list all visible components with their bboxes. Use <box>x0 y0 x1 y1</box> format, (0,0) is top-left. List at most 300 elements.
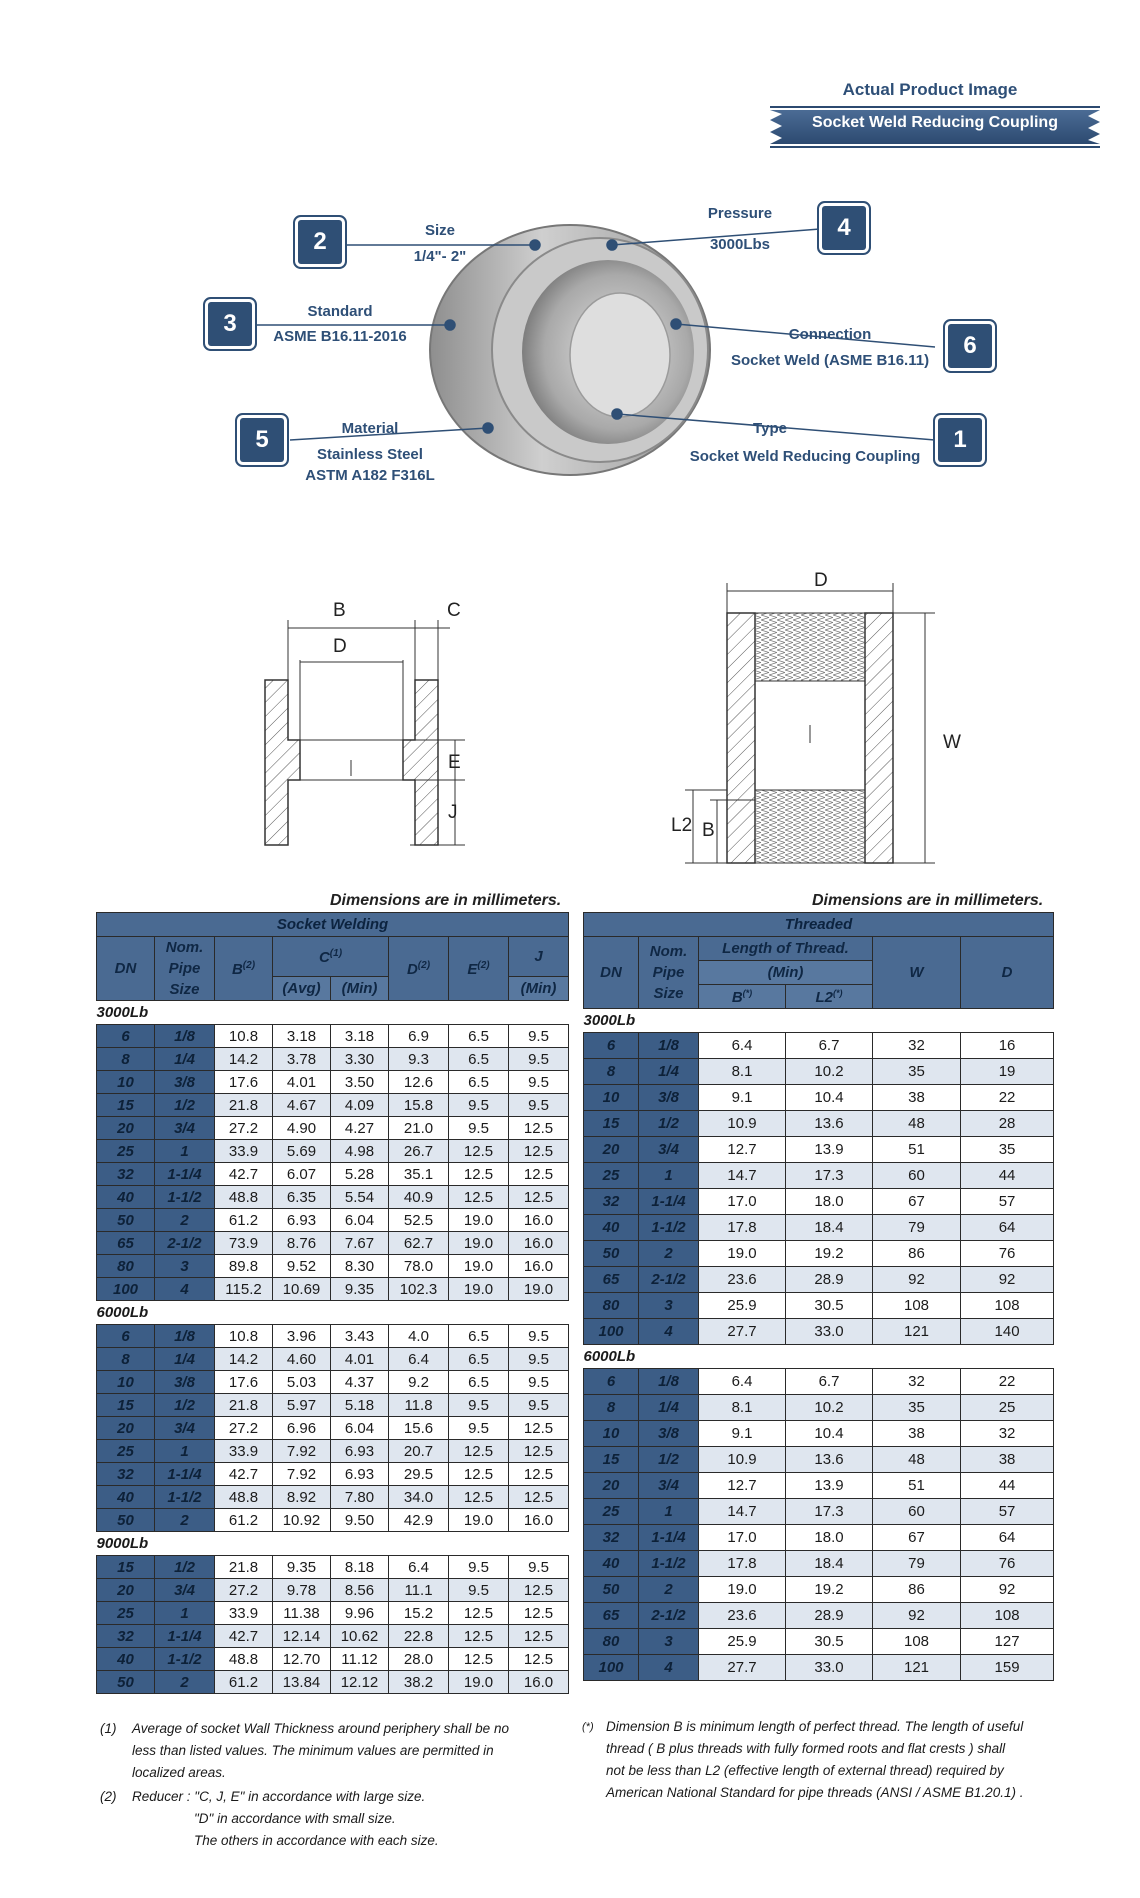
dn-cell: 40 <box>584 1551 639 1577</box>
nps-cell: 1-1/2 <box>155 1648 215 1671</box>
value-cell: 8.18 <box>331 1556 389 1579</box>
table-row <box>584 1655 1054 1681</box>
value-cell: 12.5 <box>509 1440 569 1463</box>
value-cell: 89.8 <box>215 1255 273 1278</box>
value-cell: 6.5 <box>449 1371 509 1394</box>
value-cell: 127 <box>961 1629 1054 1655</box>
value-cell: 6.4 <box>389 1556 449 1579</box>
value-cell: 21.8 <box>215 1556 273 1579</box>
value-cell: 35 <box>873 1059 961 1085</box>
table-row <box>584 1603 1054 1629</box>
value-cell: 7.67 <box>331 1232 389 1255</box>
value-cell: 8.76 <box>273 1232 331 1255</box>
value-cell: 9.5 <box>509 1556 569 1579</box>
col-c: $C^{(1)}$ <box>273 937 389 977</box>
dn-cell: 8 <box>584 1395 639 1421</box>
value-cell: 4.37 <box>331 1371 389 1394</box>
dn-cell: 80 <box>584 1293 639 1319</box>
nps-cell: 1/2 <box>639 1111 699 1137</box>
dn-cell: 50 <box>97 1671 155 1694</box>
dn-cell: 20 <box>97 1417 155 1440</box>
value-cell: 12.7 <box>699 1137 786 1163</box>
value-cell: 6.5 <box>449 1025 509 1048</box>
value-cell: 159 <box>961 1655 1054 1681</box>
nps-cell: 3/8 <box>639 1085 699 1111</box>
table-row <box>97 1671 569 1694</box>
value-cell: 11.8 <box>389 1394 449 1417</box>
socket-welding-table <box>96 912 569 1694</box>
dn-cell: 20 <box>584 1137 639 1163</box>
value-cell: 22.8 <box>389 1625 449 1648</box>
pressure-class-row <box>584 1345 1054 1369</box>
value-cell: 19.0 <box>699 1241 786 1267</box>
value-cell: 18.4 <box>786 1551 873 1577</box>
table-row <box>584 1163 1054 1189</box>
value-cell: 10.62 <box>331 1625 389 1648</box>
value-cell: 79 <box>873 1551 961 1577</box>
value-cell: 62.7 <box>389 1232 449 1255</box>
callout-badge-connection: 6 <box>948 324 992 368</box>
note-2-line: The others in accordance with each size. <box>194 1833 439 1848</box>
dn-cell: 15 <box>97 1094 155 1117</box>
value-cell: 25.9 <box>699 1293 786 1319</box>
notes-right <box>582 1716 1102 1804</box>
table-row <box>97 1648 569 1671</box>
dn-cell: 10 <box>584 1085 639 1111</box>
value-cell: 12.5 <box>449 1186 509 1209</box>
callout-standard-value: ASME B16.11-2016 <box>273 328 407 345</box>
value-cell: 14.2 <box>215 1348 273 1371</box>
value-cell: 9.5 <box>509 1371 569 1394</box>
value-cell: 108 <box>873 1629 961 1655</box>
table-row <box>584 1189 1054 1215</box>
value-cell: 33.9 <box>215 1602 273 1625</box>
dn-cell: 32 <box>97 1163 155 1186</box>
table-row <box>584 1033 1054 1059</box>
value-cell: 9.5 <box>449 1394 509 1417</box>
value-cell: 64 <box>961 1525 1054 1551</box>
col-c-avg: (Avg) <box>273 977 331 1001</box>
value-cell: 108 <box>961 1293 1054 1319</box>
pressure-class-label: 9000Lb <box>97 1532 569 1556</box>
value-cell: 4.09 <box>331 1094 389 1117</box>
value-cell: 33.9 <box>215 1140 273 1163</box>
note-star <box>582 1716 1102 1804</box>
value-cell: 42.9 <box>389 1509 449 1532</box>
dn-cell: 10 <box>97 1371 155 1394</box>
pressure-class-row <box>584 1009 1054 1033</box>
value-cell: 9.35 <box>273 1556 331 1579</box>
value-cell: 9.5 <box>509 1394 569 1417</box>
table-row <box>584 1215 1054 1241</box>
value-cell: 12.5 <box>509 1186 569 1209</box>
value-cell: 3.78 <box>273 1048 331 1071</box>
table-row <box>584 1629 1054 1655</box>
value-cell: 12.5 <box>509 1602 569 1625</box>
value-cell: 28.9 <box>786 1603 873 1629</box>
value-cell: 9.5 <box>449 1117 509 1140</box>
col-b: B(*) <box>699 985 786 1009</box>
value-cell: 33.9 <box>215 1440 273 1463</box>
nps-cell: 3/4 <box>639 1137 699 1163</box>
value-cell: 67 <box>873 1189 961 1215</box>
value-cell: 6.35 <box>273 1186 331 1209</box>
threaded-dim-d: D <box>814 570 828 591</box>
value-cell: 20.7 <box>389 1440 449 1463</box>
nps-cell: 4 <box>155 1278 215 1301</box>
value-cell: 5.28 <box>331 1163 389 1186</box>
nps-cell: 1/4 <box>639 1395 699 1421</box>
value-cell: 16.0 <box>509 1209 569 1232</box>
nps-cell: 1/8 <box>639 1369 699 1395</box>
value-cell: 21.8 <box>215 1394 273 1417</box>
value-cell: 92 <box>873 1603 961 1629</box>
value-cell: 7.92 <box>273 1440 331 1463</box>
dn-cell: 15 <box>584 1111 639 1137</box>
callout-size-value: 1/4"- 2" <box>413 248 467 265</box>
pressure-class-row <box>97 1532 569 1556</box>
dn-cell: 10 <box>584 1421 639 1447</box>
value-cell: 25 <box>961 1395 1054 1421</box>
col-e: $E^{(2)}$ <box>449 937 509 1001</box>
dn-cell: 50 <box>584 1577 639 1603</box>
dn-cell: 25 <box>584 1499 639 1525</box>
value-cell: 22 <box>961 1085 1054 1111</box>
value-cell: 12.70 <box>273 1648 331 1671</box>
value-cell: 92 <box>961 1267 1054 1293</box>
value-cell: 14.7 <box>699 1163 786 1189</box>
nps-cell: 3/8 <box>155 1371 215 1394</box>
socket-dim-b: B <box>333 600 346 621</box>
note-2-line: "D" in accordance with small size. <box>194 1811 396 1826</box>
value-cell: 12.5 <box>509 1486 569 1509</box>
value-cell: 33.0 <box>786 1319 873 1345</box>
value-cell: 4.0 <box>389 1325 449 1348</box>
value-cell: 4.01 <box>273 1071 331 1094</box>
note-2-mark: (2) <box>100 1789 117 1804</box>
dn-cell: 25 <box>584 1163 639 1189</box>
dn-cell: 65 <box>584 1603 639 1629</box>
col-length-min: (Min) <box>699 961 873 985</box>
value-cell: 27.2 <box>215 1117 273 1140</box>
value-cell: 10.9 <box>699 1447 786 1473</box>
callout-size-title: Size <box>424 222 455 239</box>
value-cell: 48.8 <box>215 1186 273 1209</box>
value-cell: 13.84 <box>273 1671 331 1694</box>
value-cell: 6.9 <box>389 1025 449 1048</box>
nps-cell: 3/4 <box>155 1117 215 1140</box>
value-cell: 10.69 <box>273 1278 331 1301</box>
nps-cell: 2 <box>155 1209 215 1232</box>
nps-cell: 3/4 <box>639 1473 699 1499</box>
note-2-line: Reducer : "C, J, E" in accordance with large size. <box>132 1789 426 1804</box>
table-row <box>97 1394 569 1417</box>
nps-cell: 3/4 <box>155 1417 215 1440</box>
dn-cell: 8 <box>584 1059 639 1085</box>
table-row <box>584 1577 1054 1603</box>
value-cell: 92 <box>961 1577 1054 1603</box>
value-cell: 5.54 <box>331 1186 389 1209</box>
dn-cell: 32 <box>97 1625 155 1648</box>
col-nps: Nom. Pipe Size <box>155 937 215 1001</box>
value-cell: 9.5 <box>509 1025 569 1048</box>
dn-cell: 40 <box>584 1215 639 1241</box>
dn-cell: 20 <box>97 1579 155 1602</box>
value-cell: 13.6 <box>786 1111 873 1137</box>
nps-cell: 1/2 <box>155 1394 215 1417</box>
dn-cell: 65 <box>584 1267 639 1293</box>
table-row <box>97 1163 569 1186</box>
value-cell: 5.69 <box>273 1140 331 1163</box>
socket-dim-d: D <box>333 636 347 657</box>
value-cell: 16.0 <box>509 1509 569 1532</box>
value-cell: 3.30 <box>331 1048 389 1071</box>
value-cell: 19.0 <box>699 1577 786 1603</box>
value-cell: 8.56 <box>331 1579 389 1602</box>
value-cell: 40.9 <box>389 1186 449 1209</box>
note-1-line: Average of socket Wall Thickness around periphery shall be no <box>132 1721 509 1736</box>
value-cell: 108 <box>961 1603 1054 1629</box>
value-cell: 5.03 <box>273 1371 331 1394</box>
col-j: J <box>509 937 569 977</box>
nps-cell: 1-1/4 <box>155 1625 215 1648</box>
nps-cell: 1/2 <box>639 1447 699 1473</box>
dn-cell: 15 <box>584 1447 639 1473</box>
value-cell: 6.5 <box>449 1071 509 1094</box>
value-cell: 13.9 <box>786 1137 873 1163</box>
value-cell: 52.5 <box>389 1209 449 1232</box>
value-cell: 12.5 <box>449 1440 509 1463</box>
value-cell: 12.5 <box>449 1625 509 1648</box>
value-cell: 8.92 <box>273 1486 331 1509</box>
value-cell: 9.96 <box>331 1602 389 1625</box>
value-cell: 35 <box>961 1137 1054 1163</box>
callout-material-value: Stainless Steel <box>317 446 423 463</box>
threaded-dim-b: B <box>702 820 715 841</box>
value-cell: 6.4 <box>699 1033 786 1059</box>
value-cell: 10.9 <box>699 1111 786 1137</box>
value-cell: 67 <box>873 1525 961 1551</box>
value-cell: 12.5 <box>509 1463 569 1486</box>
table-row <box>584 1525 1054 1551</box>
nps-cell: 1/8 <box>155 1025 215 1048</box>
nps-cell: 1-1/2 <box>155 1186 215 1209</box>
socket-dim-e: E <box>448 752 461 773</box>
value-cell: 9.5 <box>509 1048 569 1071</box>
col-c-min: (Min) <box>331 977 389 1001</box>
callout-standard-title: Standard <box>307 303 373 320</box>
value-cell: 108 <box>873 1293 961 1319</box>
value-cell: 6.93 <box>273 1209 331 1232</box>
value-cell: 7.92 <box>273 1463 331 1486</box>
value-cell: 23.6 <box>699 1267 786 1293</box>
value-cell: 8.1 <box>699 1395 786 1421</box>
value-cell: 12.5 <box>509 1579 569 1602</box>
value-cell: 16.0 <box>509 1671 569 1694</box>
value-cell: 15.8 <box>389 1094 449 1117</box>
table-row <box>584 1319 1054 1345</box>
value-cell: 6.5 <box>449 1348 509 1371</box>
value-cell: 10.2 <box>786 1395 873 1421</box>
table-row <box>97 1232 569 1255</box>
nps-cell: 2-1/2 <box>639 1603 699 1629</box>
value-cell: 10.4 <box>786 1085 873 1111</box>
nps-cell: 1/8 <box>639 1033 699 1059</box>
dn-cell: 80 <box>97 1255 155 1278</box>
table-row <box>97 1325 569 1348</box>
value-cell: 78.0 <box>389 1255 449 1278</box>
table-row <box>584 1059 1054 1085</box>
value-cell: 51 <box>873 1473 961 1499</box>
value-cell: 42.7 <box>215 1463 273 1486</box>
table-row <box>584 1369 1054 1395</box>
value-cell: 12.5 <box>449 1163 509 1186</box>
pressure-class-label: 3000Lb <box>97 1001 569 1025</box>
value-cell: 3.50 <box>331 1071 389 1094</box>
value-cell: 34.0 <box>389 1486 449 1509</box>
table-row <box>97 1579 569 1602</box>
value-cell: 76 <box>961 1241 1054 1267</box>
value-cell: 18.0 <box>786 1525 873 1551</box>
value-cell: 121 <box>873 1655 961 1681</box>
value-cell: 17.6 <box>215 1371 273 1394</box>
dn-cell: 8 <box>97 1048 155 1071</box>
nps-cell: 2 <box>155 1671 215 1694</box>
value-cell: 3.18 <box>273 1025 331 1048</box>
table-row <box>584 1499 1054 1525</box>
value-cell: 17.8 <box>699 1551 786 1577</box>
value-cell: 9.5 <box>509 1094 569 1117</box>
dn-cell: 20 <box>584 1473 639 1499</box>
value-cell: 32 <box>873 1369 961 1395</box>
dn-cell: 40 <box>97 1186 155 1209</box>
value-cell: 32 <box>961 1421 1054 1447</box>
socket-units-note: Dimensions are in millimeters. <box>330 892 562 909</box>
value-cell: 14.7 <box>699 1499 786 1525</box>
col-length-of-thread: Length of Thread. <box>699 937 873 961</box>
nps-cell: 1 <box>155 1440 215 1463</box>
value-cell: 76 <box>961 1551 1054 1577</box>
value-cell: 3.96 <box>273 1325 331 1348</box>
pressure-class-label: 6000Lb <box>584 1345 1054 1369</box>
value-cell: 21.0 <box>389 1117 449 1140</box>
value-cell: 4.27 <box>331 1117 389 1140</box>
nps-cell: 1 <box>155 1602 215 1625</box>
callout-badge-size: 2 <box>298 220 342 264</box>
callout-badge-type: 1 <box>938 418 982 462</box>
value-cell: 9.5 <box>449 1094 509 1117</box>
value-cell: 12.5 <box>509 1117 569 1140</box>
table-row <box>97 1348 569 1371</box>
table-row <box>97 1625 569 1648</box>
value-cell: 6.07 <box>273 1163 331 1186</box>
value-cell: 6.4 <box>699 1369 786 1395</box>
dn-cell: 15 <box>97 1394 155 1417</box>
nps-cell: 1 <box>639 1499 699 1525</box>
dn-cell: 10 <box>97 1071 155 1094</box>
value-cell: 73.9 <box>215 1232 273 1255</box>
nps-cell: 3/8 <box>155 1071 215 1094</box>
value-cell: 17.8 <box>699 1215 786 1241</box>
nps-cell: 1-1/4 <box>639 1189 699 1215</box>
dn-cell: 100 <box>97 1278 155 1301</box>
value-cell: 12.5 <box>509 1648 569 1671</box>
callout-pressure-title: Pressure <box>707 205 773 222</box>
table-row <box>97 1278 569 1301</box>
value-cell: 12.12 <box>331 1671 389 1694</box>
nps-cell: 1/4 <box>155 1048 215 1071</box>
value-cell: 28.9 <box>786 1267 873 1293</box>
note-1-mark: (1) <box>100 1721 117 1736</box>
value-cell: 42.7 <box>215 1163 273 1186</box>
value-cell: 10.8 <box>215 1325 273 1348</box>
nps-cell: 1-1/4 <box>639 1525 699 1551</box>
value-cell: 27.2 <box>215 1579 273 1602</box>
col-j-min: (Min) <box>509 977 569 1001</box>
socket-table-title: Socket Welding <box>97 913 569 937</box>
value-cell: 86 <box>873 1577 961 1603</box>
value-cell: 17.0 <box>699 1189 786 1215</box>
dn-cell: 15 <box>97 1556 155 1579</box>
value-cell: 27.2 <box>215 1417 273 1440</box>
socket-weld-diagram <box>250 590 480 860</box>
notes-left <box>100 1718 570 1852</box>
table-row <box>97 1025 569 1048</box>
dn-cell: 80 <box>584 1629 639 1655</box>
table-row <box>584 1267 1054 1293</box>
table-row <box>97 1440 569 1463</box>
value-cell: 17.3 <box>786 1163 873 1189</box>
value-cell: 38 <box>873 1421 961 1447</box>
table-row <box>584 1421 1054 1447</box>
value-cell: 17.3 <box>786 1499 873 1525</box>
value-cell: 9.1 <box>699 1421 786 1447</box>
value-cell: 42.7 <box>215 1625 273 1648</box>
col-l2: L2(*) <box>786 985 873 1009</box>
dn-cell: 40 <box>97 1486 155 1509</box>
threaded-table-title: Threaded <box>584 913 1054 937</box>
col-w: W <box>873 937 961 1009</box>
nps-cell: 1-1/4 <box>155 1163 215 1186</box>
nps-cell: 2 <box>639 1577 699 1603</box>
value-cell: 19.0 <box>449 1278 509 1301</box>
value-cell: 10.92 <box>273 1509 331 1532</box>
value-cell: 12.5 <box>509 1140 569 1163</box>
table-row <box>97 1186 569 1209</box>
nps-cell: 2-1/2 <box>639 1267 699 1293</box>
value-cell: 140 <box>961 1319 1054 1345</box>
callout-type-title: Type <box>753 420 787 437</box>
table-row <box>97 1071 569 1094</box>
callout-type-value: Socket Weld Reducing Coupling <box>689 448 921 465</box>
value-cell: 8.30 <box>331 1255 389 1278</box>
value-cell: 60 <box>873 1499 961 1525</box>
nps-cell: 2 <box>155 1509 215 1532</box>
value-cell: 12.5 <box>449 1486 509 1509</box>
value-cell: 19.2 <box>786 1241 873 1267</box>
dn-cell: 50 <box>97 1509 155 1532</box>
value-cell: 18.0 <box>786 1189 873 1215</box>
dn-cell: 32 <box>584 1189 639 1215</box>
dn-cell: 50 <box>584 1241 639 1267</box>
table-row <box>584 1473 1054 1499</box>
value-cell: 16 <box>961 1033 1054 1059</box>
note-2 <box>100 1786 570 1852</box>
value-cell: 9.5 <box>509 1071 569 1094</box>
value-cell: 19.0 <box>449 1671 509 1694</box>
callout-badge-standard: 3 <box>208 302 252 346</box>
value-cell: 12.5 <box>449 1463 509 1486</box>
